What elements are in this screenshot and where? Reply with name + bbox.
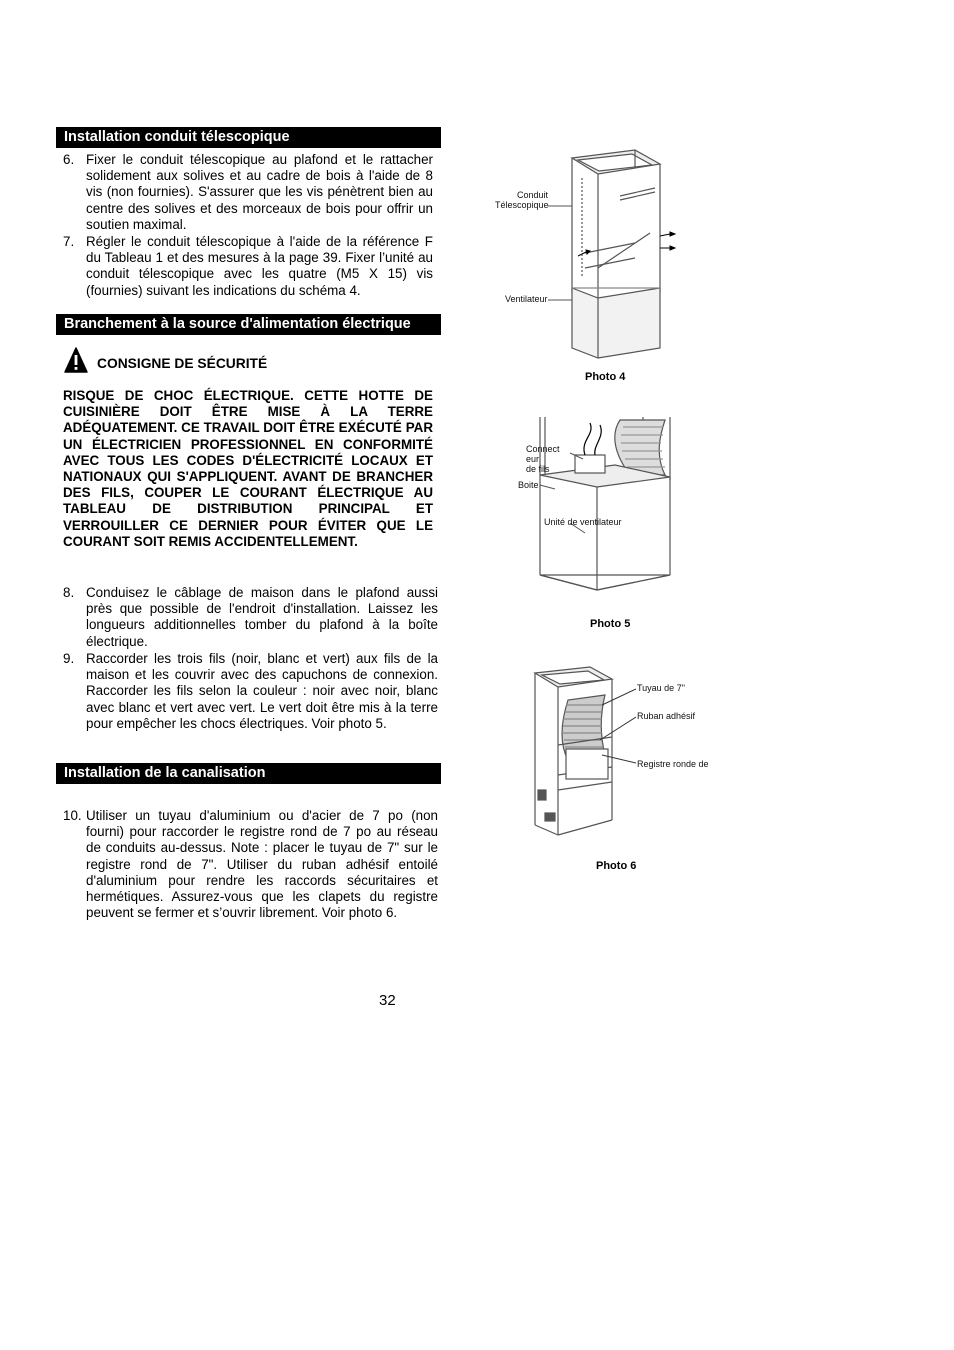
- step-number: 6.: [63, 152, 75, 167]
- warning-triangle-icon: [64, 347, 88, 373]
- step-text: Utiliser un tuyau d'aluminium ou d'acier de 7 po (non fourni) pour raccorder le registre rond de 7 po au réseau de conduits au-dessus. Note : placer le tuyau de 7" sur le registre rond de 7". Utiliser du ruban adhésif entoilé d'aluminium pour rendre les raccords sécuritaires et hermétiques. Assurez-vous que les clapets du registre peuvent se fermer et s’ouvrir librement. Voir photo 6.: [86, 808, 438, 921]
- section-title-telescopic: Installation conduit télescopique: [56, 127, 441, 148]
- label-tuyau: Tuyau de 7": [637, 683, 685, 693]
- safety-warning-text: RISQUE DE CHOC ÉLECTRIQUE. CETTE HOTTE DE CUISINIÈRE DOIT ÊTRE MISE À LA TERRE ADÉQUATEMENT. CE TRAVAIL DOIT ÊTRE EXÉCUTÉ PAR UN ÉLECTRICIEN PROFESSIONNEL EN CONFORMITÉ AVEC TOUS LES CODES D'ÉLECTRICITÉ LOCAUX ET NATIONAUX QUI S'APPLIQUENT. AVANT DE BRANCHER DES FILS, COUPER LE COURANT ÉLECTRIQUE AU TABLEAU DE DISTRIBUTION PRINCIPAL ET VERROUILLER CE DERNIER POUR ÉVITER QUE LE COURANT SOIT REMIS ACCIDENTELLEMENT.: [63, 388, 433, 549]
- photo-4-caption: Photo 4: [585, 371, 626, 383]
- label-ruban-adhesif: Ruban adhésif: [637, 711, 696, 721]
- label-conduit: Conduit: [517, 190, 549, 200]
- photo-6-caption: Photo 6: [596, 860, 637, 872]
- label-telescopique: Télescopique: [495, 200, 549, 210]
- label-registre: Registre ronde de: [637, 759, 709, 769]
- label-unite-ventilateur: Unité de ventilateur: [544, 517, 622, 527]
- step-text: Raccorder les trois fils (noir, blanc et vert) aux fils de la maison et les couvrir avec des capuchons de connexion. Raccorder les fils selon la couleur : noir avec noir, blanc avec blanc et vert avec vert. Le vert doit être mis à la terre pour empêcher les chocs électriques. Voir photo 5.: [86, 651, 438, 731]
- photo-5-caption: Photo 5: [590, 618, 631, 630]
- safety-heading: CONSIGNE DE SÉCURITÉ: [97, 356, 268, 371]
- step-number: 9.: [63, 651, 75, 666]
- label-connecteur-3: de fils: [526, 464, 550, 473]
- label-connecteur-2: eur: [526, 454, 540, 464]
- step-text: Conduisez le câblage de maison dans le plafond aussi près que possible de l'endroit d'installation. Laissez les longueurs additionnelles tomber du plafond à la boîte électrique.: [86, 585, 438, 649]
- label-ventilateur: Ventilateur: [505, 294, 548, 304]
- label-boite: Boite: [518, 480, 539, 490]
- step-text: Régler le conduit télescopique à l'aide de la référence F du Tableau 1 et des mesures à la page 39. Fixer l’unité au conduit télescopique avec les quatre (M5 X 15) vis (fournies) suivant les indications du schéma 4.: [86, 234, 433, 298]
- step-text: Fixer le conduit télescopique au plafond et le rattacher solidement aux solives et au cadre de bois à l'aide de 8 vis (non fournies). S'assurer que les vis pénètrent bien au centre des solives et des morceaux de bois pour offrir un soutien maximal.: [86, 152, 433, 232]
- step-number: 7.: [63, 234, 75, 249]
- step-number: 8.: [63, 585, 75, 600]
- section-title-electrical: Branchement à la source d'alimentation électrique: [56, 314, 441, 335]
- page-number: 32: [379, 992, 396, 1009]
- section-title-duct: Installation de la canalisation: [56, 763, 441, 784]
- step-number: 10.: [63, 808, 82, 823]
- photo-4-telescopic-duct-illustration: [520, 148, 690, 363]
- label-connecteur: Connect: [526, 444, 560, 454]
- photo-5-electrical-box-illustration: [515, 415, 680, 595]
